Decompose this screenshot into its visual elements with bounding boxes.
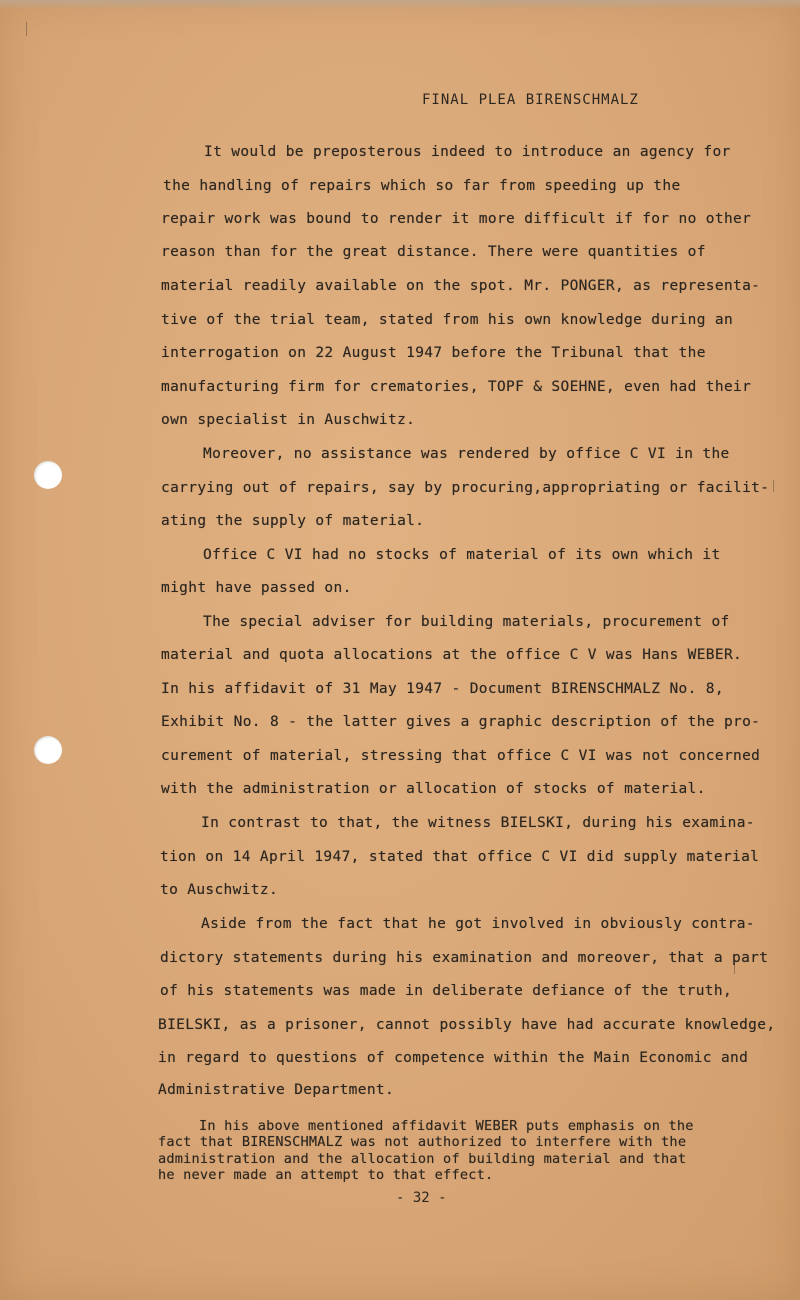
text-line: material readily available on the spot. Mr. PONGER, as representa- xyxy=(161,278,761,294)
paper-mark xyxy=(26,22,27,36)
text-line: Administrative Department. xyxy=(158,1082,395,1098)
text-line: tive of the trial team, stated from his own knowledge during an xyxy=(161,312,734,328)
text-line: might have passed on. xyxy=(161,580,352,596)
punch-hole-top xyxy=(34,461,62,489)
text-line: administration and the allocation of building material and that xyxy=(158,1151,687,1167)
text-line: carrying out of repairs, say by procuring,appropriating or facilit- xyxy=(161,480,770,496)
text-line: Exhibit No. 8 - the latter gives a graphic description of the pro- xyxy=(161,714,761,730)
text-line: to Auschwitz. xyxy=(160,882,279,898)
text-line: Moreover, no assistance was rendered by office C VI in the xyxy=(203,446,730,462)
text-line: of his statements was made in deliberate defiance of the truth, xyxy=(160,983,733,999)
text-line: tion on 14 April 1947, stated that office C VI did supply material xyxy=(160,849,760,865)
text-line: curement of material, stressing that office C VI was not concerned xyxy=(161,748,761,764)
text-line: repair work was bound to render it more difficult if for no other xyxy=(161,211,752,227)
text-line: In contrast to that, the witness BIELSKI, during his examina- xyxy=(201,815,755,831)
text-line: In his affidavit of 31 May 1947 - Document BIRENSCHMALZ No. 8, xyxy=(161,681,724,697)
text-line: interrogation on 22 August 1947 before the Tribunal that the xyxy=(161,345,706,361)
text-line: BIELSKI, as a prisoner, cannot possibly have had accurate knowledge, xyxy=(158,1017,776,1033)
text-line: Aside from the fact that he got involved in obviously contra- xyxy=(201,916,755,932)
text-line: fact that BIRENSCHMALZ was not authorized to interfere with the xyxy=(158,1134,687,1150)
document-title: FINAL PLEA BIRENSCHMALZ xyxy=(422,92,639,108)
text-line: reason than for the great distance. There were quantities of xyxy=(161,244,706,260)
text-line: with the administration or allocation of stocks of material. xyxy=(161,781,706,797)
text-line: In his above mentioned affidavit WEBER puts emphasis on the xyxy=(199,1118,694,1134)
punch-hole-bottom xyxy=(34,736,62,764)
text-line: It would be preposterous indeed to introduce an agency for xyxy=(204,144,731,160)
text-line: dictory statements during his examination and moreover, that a part xyxy=(160,950,769,966)
page-top-edge xyxy=(0,0,800,10)
text-line: he never made an attempt to that effect. xyxy=(158,1167,494,1183)
text-line: the handling of repairs which so far from speeding up the xyxy=(163,178,681,194)
text-line: material and quota allocations at the office C V was Hans WEBER. xyxy=(161,647,743,663)
text-line: own specialist in Auschwitz. xyxy=(161,412,416,428)
text-line: in regard to questions of competence within the Main Economic and xyxy=(158,1050,749,1066)
text-line: ating the supply of material. xyxy=(161,513,425,529)
page-number: - 32 - xyxy=(396,1190,447,1206)
paper-mark xyxy=(773,480,774,492)
text-line: Office C VI had no stocks of material of its own which it xyxy=(203,547,721,563)
text-line: The special adviser for building materials, procurement of xyxy=(203,614,730,630)
text-line: manufacturing firm for crematories, TOPF & SOEHNE, even had their xyxy=(161,379,752,395)
